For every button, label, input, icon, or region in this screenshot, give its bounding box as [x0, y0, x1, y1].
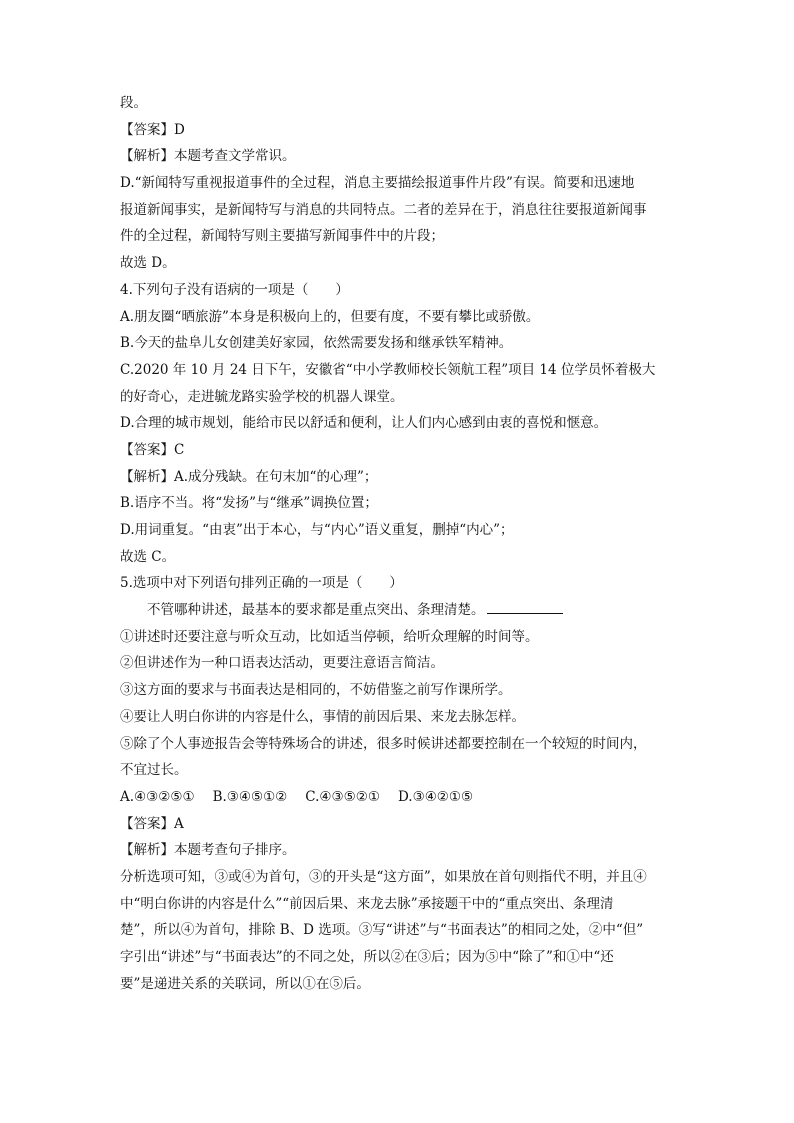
q5-stem-text: 不管哪种讲述，最基本的要求都是重点突出、条理清楚。 — [147, 602, 485, 619]
q5-option-a: A.④③②⑤① — [120, 788, 195, 805]
text-line: 中“明白你讲的内容是什么”“前因后果、来龙去脉”承接题干中的“重点突出、条理清 — [120, 895, 614, 912]
answer-label: 【答案】C — [120, 441, 185, 458]
q5-option-b: B.③④⑤①② — [212, 788, 288, 805]
q5-item: ③这方面的要求与书面表达是相同的，不妨借鉴之前写作课所学。 — [120, 682, 512, 699]
text-line: 分析选项可知，③或④为首句，③的开头是“这方面”，如果放在首句则指代不明，并且④ — [120, 868, 647, 885]
analysis-label: 【解析】A.成分残缺。在句末加“的心理”； — [120, 468, 378, 485]
text-line: 报道新闻事实，是新闻特写与消息的共同特点。二者的差异在于，消息往往要报道新闻事 — [120, 201, 647, 218]
question-5-title: 5.选项中对下列语句排列正确的一项是（ ） — [120, 575, 403, 592]
q5-stem — [120, 597, 680, 624]
q5-item: ②但讲述作为一种口语表达活动，更要注意语言简洁。 — [120, 655, 444, 672]
text-line: 段。 — [120, 95, 147, 111]
text-line: D.“新闻特写重视报道事件的全过程，消息主要描绘报道事件片段”有误。简要和迅速地 — [120, 175, 635, 192]
q5-options — [120, 784, 680, 811]
q5-item: ④要让人明白你讲的内容是什么，事情的前因后果、来龙去脉怎样。 — [120, 708, 525, 725]
q4-option-b: B.今天的盐阜儿女创建美好家园，依然需要发扬和继承铁军精神。 — [120, 335, 513, 352]
text-line: B.语序不当。将“发扬”与“继承”调换位置； — [120, 495, 378, 512]
q5-item: ⑤除了个人事迹报告会等特殊场合的讲述，很多时候讲述都要控制在一个较短的时间内， — [120, 735, 647, 752]
text-line: 故选 D。 — [120, 255, 176, 272]
text-line: D.用词重复。“由衷”出于本心，与“内心”语义重复，删掉“内心”； — [120, 522, 514, 538]
q5-option-c: C.④③⑤②① — [305, 788, 380, 805]
text-line: 楚”，所以④为首句，排除 B、D 选项。③写“讲述”与“书面表达”的相同之处，②中“但” — [120, 922, 644, 939]
q4-option-d: D.合理的城市规划，能给市民以舒适和便利，让人们内心感到由衷的喜悦和惬意。 — [120, 415, 608, 432]
answer-label: 【答案】D — [120, 121, 185, 138]
question-4-title: 4.下列句子没有语病的一项是（ ） — [120, 281, 349, 298]
text-line: 字引出“讲述”与“书面表达”的不同之处，所以②在③后；因为⑤中“除了”和①中“还 — [120, 949, 614, 965]
document-page — [120, 90, 680, 997]
answer-blank — [487, 599, 563, 614]
answer-label: 【答案】A — [120, 815, 184, 832]
text-line: 要”是递进关系的关联词，所以①在⑤后。 — [120, 975, 370, 992]
text-line: 故选 C。 — [120, 548, 176, 565]
text-line: 件的全过程，新闻特写则主要描写新闻事件中的片段； — [120, 228, 444, 245]
q5-item-cont: 不宜过长。 — [120, 762, 188, 779]
q5-option-d: D.③④②①⑤ — [397, 788, 474, 805]
q4-option-c: C.2020 年 10 月 24 日下午，安徽省“中小学教师校长领航工程”项目 14 位学员怀着极大 — [120, 361, 656, 378]
q4-option-c-cont: 的好奇心，走进毓龙路实验学校的机器人课堂。 — [120, 388, 404, 405]
analysis-label: 【解析】本题考查句子排序。 — [120, 842, 296, 859]
analysis-label: 【解析】本题考查文学常识。 — [120, 148, 296, 165]
q4-option-a: A.朋友圈“晒旅游”本身是积极向上的，但要有度，不要有攀比或骄傲。 — [120, 308, 540, 325]
q5-item: ①讲述时还要注意与听众互动，比如适当停顿，给听众理解的时间等。 — [120, 628, 539, 645]
